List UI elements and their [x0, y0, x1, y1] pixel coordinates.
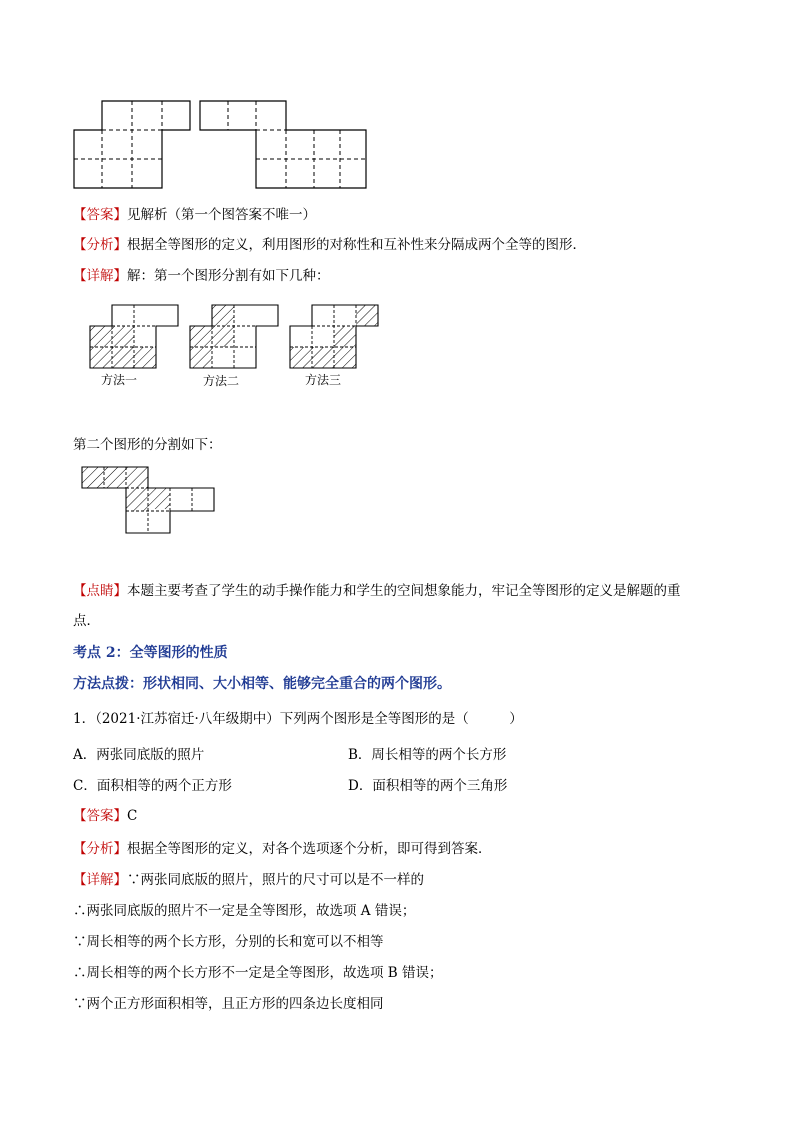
comment-line-1: 本题主要考查了学生的动手操作能力和学生的空间想象能力，牢记全等图形的定义是解题的重 — [127, 583, 681, 599]
question-stem: 1．（2021·江苏宿迁·八年级期中）下列两个图形是全等图形的是（ ） — [73, 711, 523, 727]
question-analysis-tag: 【分析】 — [73, 841, 127, 857]
answer-text: 见解析（第一个图答案不唯一） — [127, 207, 316, 223]
option-c: C．面积相等的两个正方形 — [73, 778, 232, 794]
figure-shape-two — [198, 99, 373, 194]
question-answer-text: C — [127, 808, 138, 824]
method-figure-two — [188, 303, 283, 373]
option-b: B．周长相等的两个长方形 — [348, 747, 507, 763]
question-detail-tag: 【详解】 — [73, 872, 127, 888]
analysis-text: 根据全等图形的定义，利用图形的对称性和互补性来分隔成两个全等的图形． — [127, 237, 586, 253]
question-answer-tag: 【答案】 — [73, 808, 127, 824]
option-d: D．面积相等的两个三角形 — [348, 778, 508, 794]
figure-shape-one — [72, 99, 202, 194]
detail-line-2: ∴两张同底版的照片不一定是全等图形，故选项 A 错误； — [73, 903, 416, 919]
detail-line-4: ∴周长相等的两个长方形不一定是全等图形，故选项 B 错误； — [73, 965, 443, 981]
second-figure-intro: 第二个图形的分割如下： — [73, 437, 222, 453]
detail-line-1: ∵两张同底版的照片，照片的尺寸可以是不一样的 — [127, 872, 424, 888]
detail-line-3: ∵周长相等的两个长方形，分别的长和宽可以不相等 — [73, 934, 384, 950]
method-one-label: 方法一 — [101, 373, 138, 387]
method-three-label: 方法三 — [305, 373, 342, 387]
method-figure-three — [288, 303, 383, 373]
method-two-label: 方法二 — [203, 374, 240, 388]
answer-tag: 【答案】 — [73, 207, 127, 223]
analysis-tag: 【分析】 — [73, 237, 127, 253]
detail-line-5: ∵两个正方形面积相等，且正方形的四条边长度相同 — [73, 996, 384, 1012]
detail-text: 解：第一个图形分割有如下几种： — [127, 268, 330, 284]
second-split-figure — [80, 465, 220, 540]
section-heading: 考点 2：全等图形的性质 — [73, 645, 228, 661]
method-tip: 方法点拨：形状相同、大小相等、能够完全重合的两个图形。 — [73, 676, 451, 692]
comment-tag: 【点睛】 — [73, 583, 127, 599]
option-a: A．两张同底版的照片 — [73, 747, 205, 763]
question-analysis-text: 根据全等图形的定义，对各个选项逐个分析，即可得到答案． — [127, 841, 492, 857]
detail-tag: 【详解】 — [73, 268, 127, 284]
comment-line-2: 点． — [73, 613, 100, 629]
method-figure-one — [88, 303, 183, 373]
